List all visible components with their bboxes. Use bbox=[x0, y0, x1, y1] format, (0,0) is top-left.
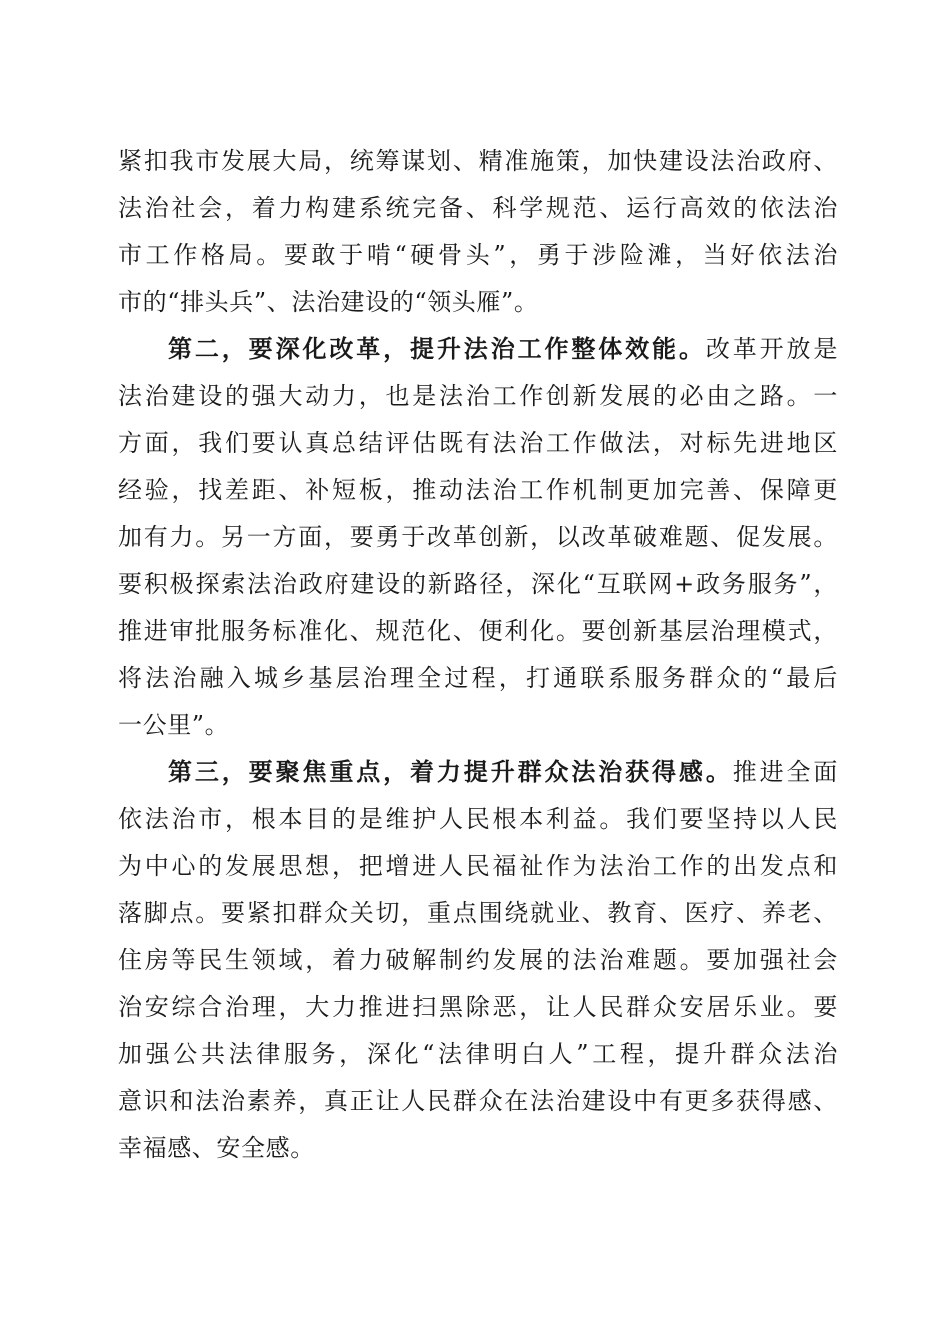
paragraph-3-line-9: 幸福感、安全感。 bbox=[118, 1134, 315, 1162]
paragraph-1-line-4: 市的“排头兵”、法治建设的“领头雁”。 bbox=[118, 288, 539, 316]
paragraph-3-line-3: 为中心的发展思想，把增进人民福祉作为法治工作的出发点和 bbox=[118, 852, 838, 880]
paragraph-1-line-1: 紧扣我市发展大局，统筹谋划、精准施策，加快建设法治政府、 bbox=[118, 147, 838, 175]
paragraph-2-line-8: 将法治融入城乡基层治理全过程，打通联系服务群众的“最后 bbox=[118, 664, 838, 692]
paragraph-3-line-1 bbox=[168, 752, 838, 792]
paragraph-3-line-5: 住房等民生领域，着力破解制约发展的法治难题。要加强社会 bbox=[118, 946, 838, 974]
paragraph-2-line-4: 经验，找差距、补短板，推动法治工作机制更加完善、保障更 bbox=[118, 476, 838, 504]
paragraph-3-lead: 第三，要聚焦重点，着力提升群众法治获得感。 bbox=[168, 757, 733, 786]
paragraph-3-line-2: 依法治市，根本目的是维护人民根本利益。我们要坚持以人民 bbox=[118, 805, 838, 833]
paragraph-2-line-2: 法治建设的强大动力，也是法治工作创新发展的必由之路。一 bbox=[118, 382, 838, 410]
paragraph-2-line-1 bbox=[168, 329, 838, 369]
paragraph-3-line-8: 意识和法治素养，真正让人民群众在法治建设中有更多获得感、 bbox=[118, 1087, 838, 1115]
paragraph-1-line-3: 市工作格局。要敢于啃“硬骨头”，勇于涉险滩，当好依法治 bbox=[118, 241, 838, 269]
paragraph-3-first-rest: 推进全面 bbox=[732, 758, 838, 786]
paragraph-2-line-9: 一公里”。 bbox=[118, 711, 230, 739]
paragraph-2-first-rest: 改革开放是 bbox=[705, 335, 839, 363]
paragraph-2-lead: 第二，要深化改革，提升法治工作整体效能。 bbox=[168, 334, 706, 363]
paragraph-2-line-5: 加有力。另一方面，要勇于改革创新，以改革破难题、促发展。 bbox=[118, 523, 838, 551]
paragraph-1-line-2: 法治社会，着力构建系统完备、科学规范、运行高效的依法治 bbox=[118, 194, 838, 222]
paragraph-2-line-3: 方面，我们要认真总结评估既有法治工作做法，对标先进地区 bbox=[118, 429, 838, 457]
paragraph-3-line-7: 加强公共法律服务，深化“法律明白人”工程，提升群众法治 bbox=[118, 1040, 838, 1068]
paragraph-2-line-7: 推进审批服务标准化、规范化、便利化。要创新基层治理模式， bbox=[118, 617, 838, 645]
paragraph-3-line-6: 治安综合治理，大力推进扫黑除恶，让人民群众安居乐业。要 bbox=[118, 993, 838, 1021]
paragraph-2-line-6: 要积极探索法治政府建设的新路径，深化“互联网+政务服务”， bbox=[118, 570, 838, 598]
paragraph-3-line-4: 落脚点。要紧扣群众关切，重点围绕就业、教育、医疗、养老、 bbox=[118, 899, 838, 927]
